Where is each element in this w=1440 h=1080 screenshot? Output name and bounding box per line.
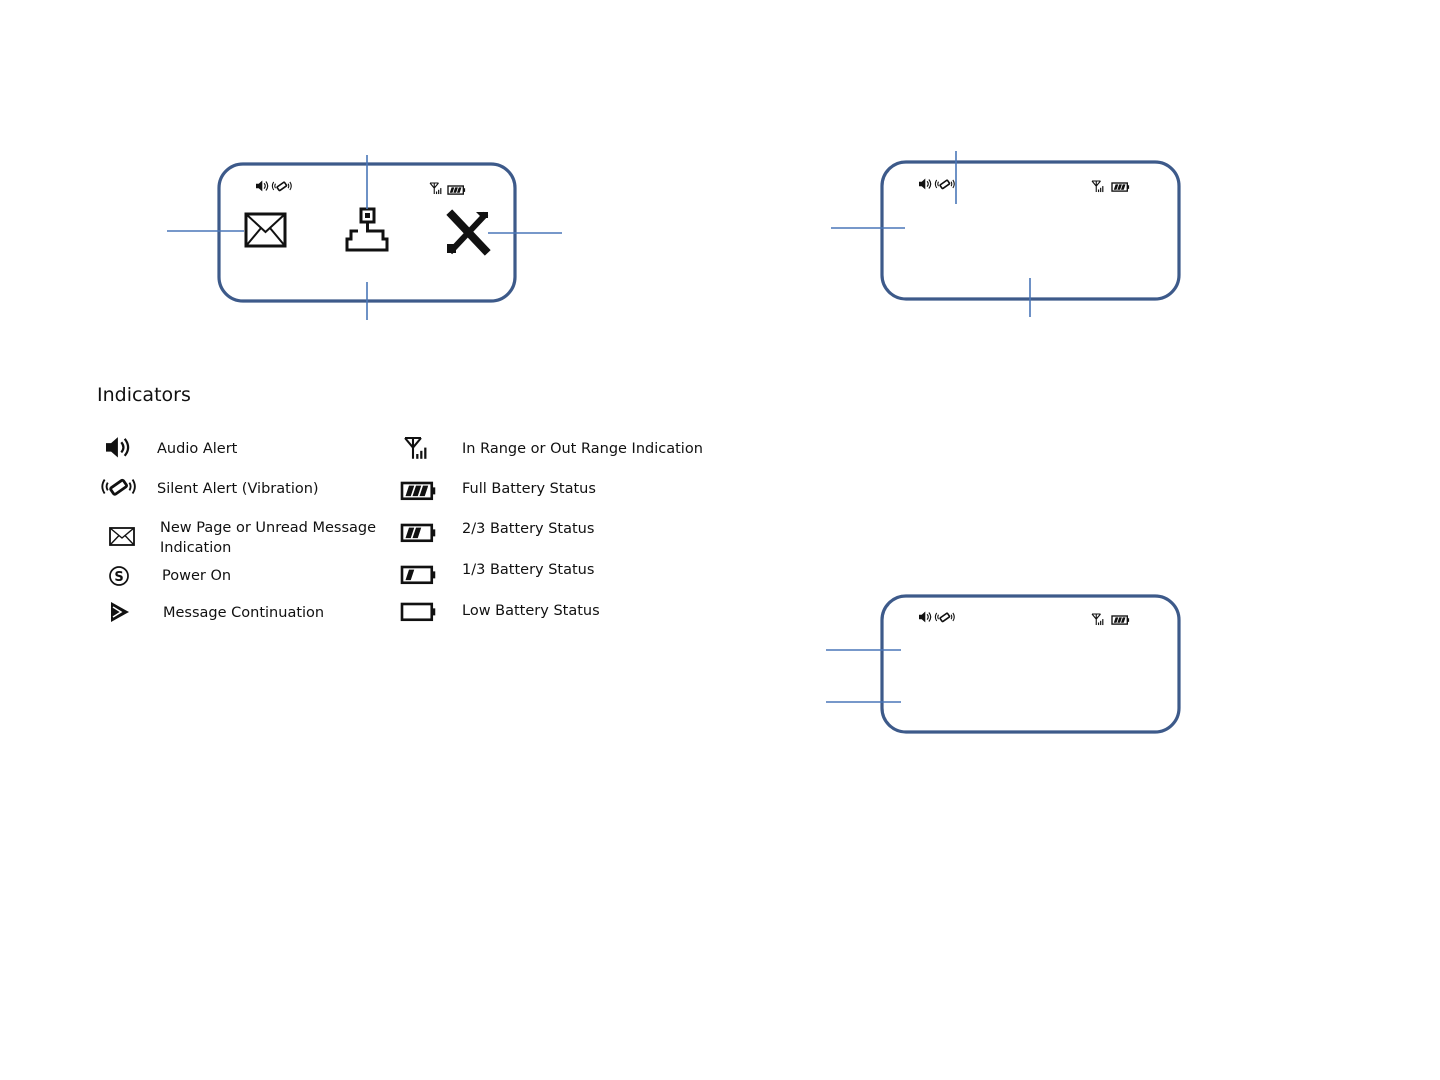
svg-text:S: S: [114, 570, 124, 585]
status-speaker-icon: [919, 612, 931, 623]
contact-icon: [347, 209, 387, 250]
battery-one-third-icon: [402, 567, 435, 583]
indicators-heading: Indicators: [97, 384, 191, 406]
play-arrow-icon: [111, 602, 129, 622]
status-speaker-icon: [256, 181, 268, 192]
callout-lines: [826, 650, 901, 702]
battery-low-icon: [402, 604, 435, 620]
tools-icon: [447, 212, 488, 253]
message-screen: [826, 596, 1179, 732]
indicator-label-range: In Range or Out Range Indication: [462, 441, 703, 457]
vibration-icon: [102, 480, 135, 495]
envelope-icon: [246, 214, 285, 246]
indicator-label-message-continuation: Message Continuation: [163, 605, 325, 621]
indicator-label-power-on: Power On: [162, 568, 232, 584]
status-vibration-icon: [272, 182, 291, 191]
battery-full-icon: [402, 483, 435, 499]
power-s-icon: [110, 567, 128, 585]
status-battery-full-icon: [448, 186, 465, 194]
battery-two-thirds-icon: [402, 525, 435, 541]
status-speaker-icon: [919, 179, 931, 190]
status-vibration-icon: [935, 613, 954, 622]
indicator-label-new-page-line2: Indication: [160, 540, 232, 556]
indicator-label-low-battery: Low Battery Status: [462, 603, 600, 619]
status-signal-antenna-icon: [1092, 181, 1103, 192]
indicator-label-audio-alert: Audio Alert: [157, 441, 238, 457]
indicator-label-two-thirds-battery: 2/3 Battery Status: [462, 521, 595, 537]
status-signal-antenna-icon: [1092, 614, 1103, 625]
indicator-label-silent-alert: Silent Alert (Vibration): [157, 481, 319, 497]
status-battery-full-icon: [1112, 616, 1129, 624]
signal-antenna-icon: [405, 438, 426, 459]
status-battery-full-icon: [1112, 183, 1129, 191]
standby-screen: [831, 151, 1179, 317]
status-signal-antenna-icon: [430, 183, 441, 194]
indicator-label-full-battery: Full Battery Status: [462, 481, 596, 497]
indicator-label-one-third-battery: 1/3 Battery Status: [462, 562, 595, 578]
main-menu-screen: [167, 155, 562, 320]
callout-lines: [831, 151, 1030, 317]
indicator-label-new-page: New Page or Unread Message: [160, 520, 377, 536]
status-vibration-icon: [935, 180, 954, 189]
speaker-icon: [106, 437, 128, 457]
envelope-icon: [110, 528, 134, 545]
